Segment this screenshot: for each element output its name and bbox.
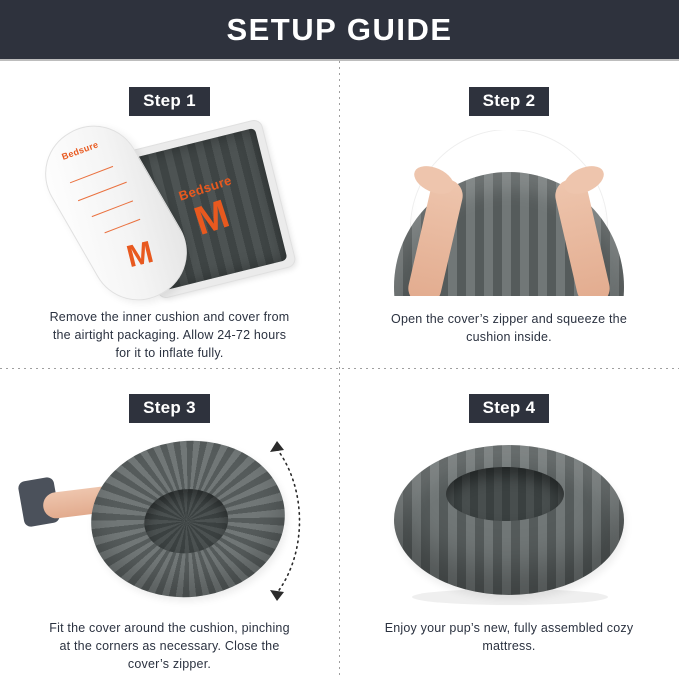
instruction-doodle <box>91 200 132 217</box>
instruction-doodle <box>104 219 140 234</box>
rotation-arrow-icon <box>261 437 315 603</box>
step-3-panel <box>0 368 339 679</box>
horizontal-divider <box>0 368 679 369</box>
step-2-badge <box>469 87 550 116</box>
step-2-illustration <box>389 130 629 296</box>
step-2-label: Step 2 <box>482 91 536 110</box>
step-3-label: Step 3 <box>143 398 196 417</box>
size-label: M <box>189 191 235 244</box>
bed-center-hole-graphic <box>141 485 231 557</box>
step-3-caption: Fit the cover around the cushion, pinching at the corners as necessary. Close the cover’s zipper. <box>49 621 290 672</box>
brand-label: Bedsure <box>59 139 100 162</box>
step-4-caption: Enjoy your pup’s new, fully assembled cozy mattress. <box>384 621 634 654</box>
vertical-divider <box>339 61 340 679</box>
step-1-panel <box>0 61 339 368</box>
step-4-label: Step 4 <box>482 398 536 417</box>
step-4-badge <box>469 394 550 423</box>
step-1-illustration <box>44 128 296 294</box>
step-3-badge <box>129 394 210 423</box>
step-3-illustration <box>25 439 315 605</box>
bed-center-hole-graphic <box>446 467 564 521</box>
step-4-panel <box>339 368 679 679</box>
instruction-doodle <box>77 182 126 202</box>
step-4-illustration <box>384 439 634 605</box>
instruction-doodle <box>69 166 112 183</box>
page-title: SETUP GUIDE <box>226 11 453 47</box>
step-2-panel <box>339 61 679 368</box>
assembled-bed-graphic <box>394 445 624 595</box>
step-2-caption: Open the cover’s zipper and squeeze the cushion inside. <box>391 312 627 345</box>
header-bar <box>0 0 679 59</box>
brand-label: Bedsure <box>175 172 233 204</box>
step-1-caption: Remove the inner cushion and cover from the airtight packaging. Allow 24-72 hours for it to inflate fully. <box>49 310 290 361</box>
size-label: M <box>122 233 157 275</box>
step-1-label: Step 1 <box>143 91 196 110</box>
step-1-badge <box>129 87 210 116</box>
